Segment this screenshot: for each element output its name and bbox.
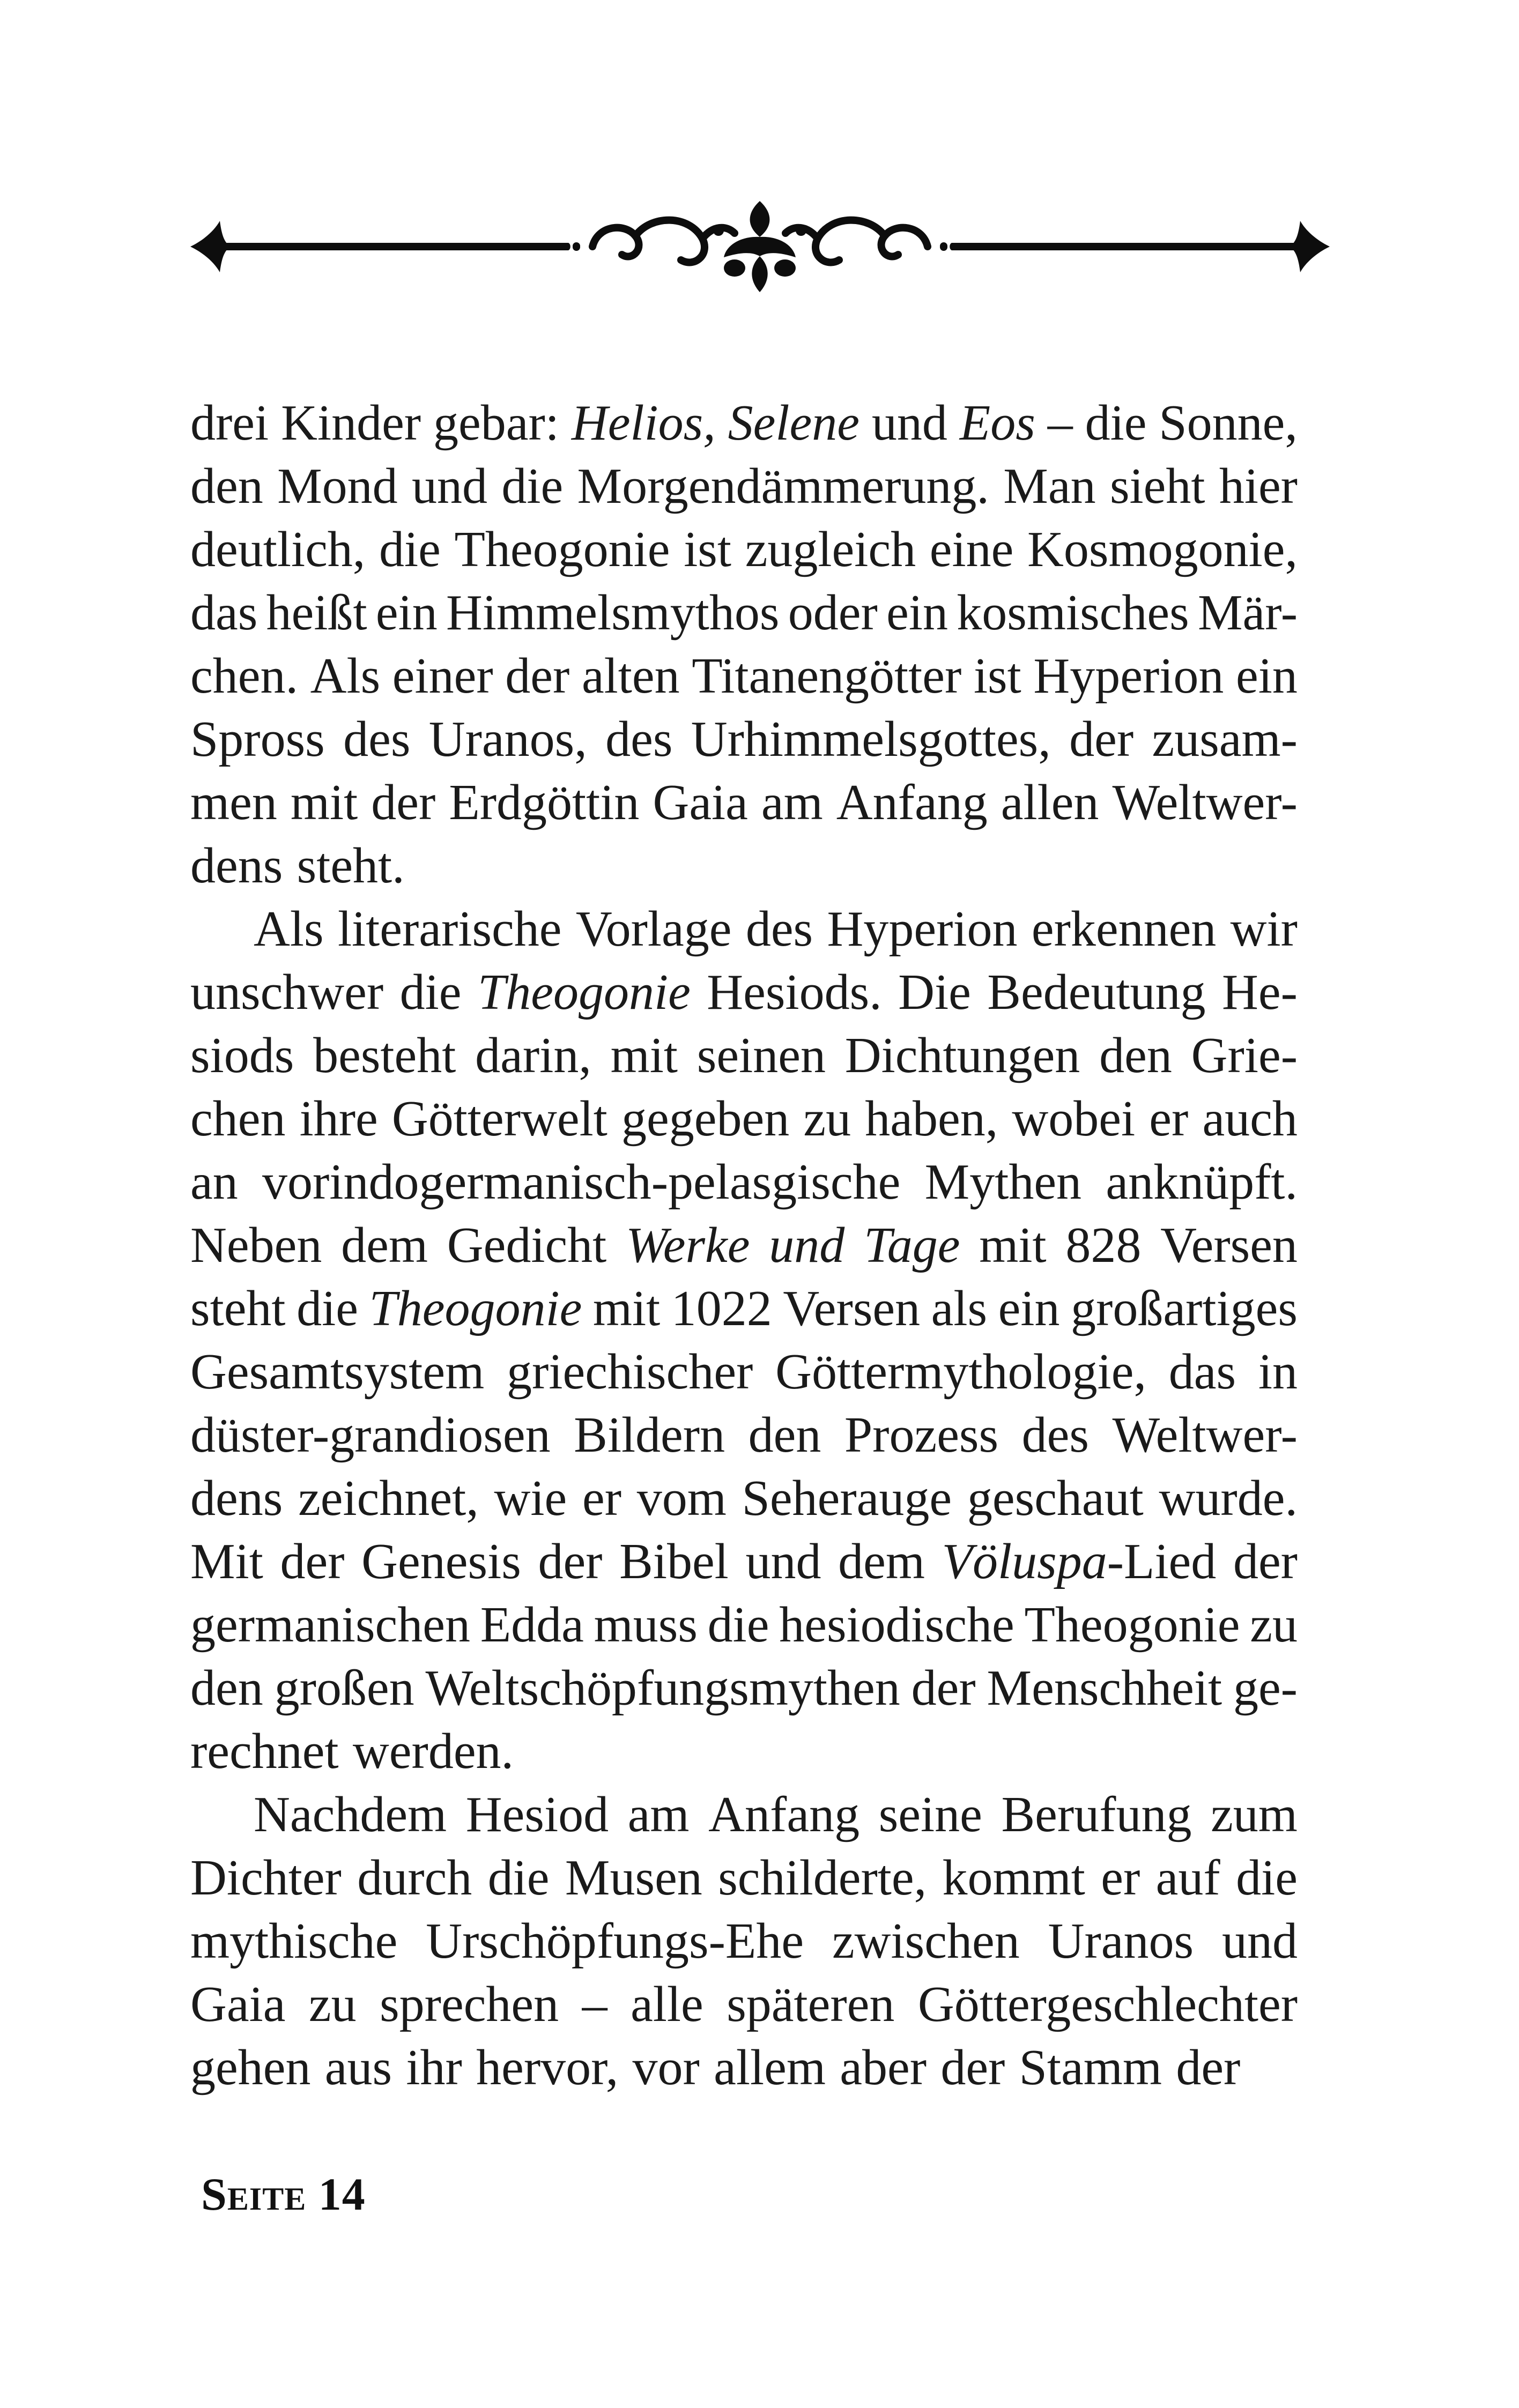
- text-line: [190, 771, 1298, 834]
- word: Göttermythologie,: [775, 1344, 1146, 1400]
- word: und: [412, 458, 488, 514]
- word: die: [501, 458, 564, 514]
- text-line: [190, 1656, 1298, 1720]
- word: 1022: [671, 1281, 772, 1336]
- paragraph: [190, 1783, 1298, 2099]
- word: Mär-: [1197, 585, 1298, 641]
- word: zum: [1211, 1787, 1298, 1842]
- word: mit: [610, 1028, 678, 1083]
- word: des: [745, 901, 813, 957]
- word: ein: [998, 1281, 1060, 1336]
- word: er: [582, 1470, 621, 1526]
- text-line: [190, 1720, 1298, 1783]
- word: allen: [1001, 775, 1099, 830]
- text-line: [190, 581, 1298, 644]
- word: zugleich: [745, 522, 916, 577]
- word: das: [1168, 1344, 1236, 1400]
- word: ein: [1236, 648, 1298, 704]
- word: vorindogermanisch-pelasgische: [262, 1154, 901, 1210]
- word: zusam-: [1152, 711, 1298, 767]
- word: zwischen: [832, 1913, 1020, 1969]
- text-line: [190, 1973, 1298, 2036]
- word: haben,: [865, 1091, 998, 1147]
- word: dens: [190, 1470, 283, 1526]
- word: die: [399, 964, 462, 1020]
- word: den: [190, 458, 263, 514]
- word: späteren: [727, 1976, 895, 2032]
- word: Gesamtsystem: [190, 1344, 485, 1400]
- word: Erdgöttin: [449, 775, 640, 830]
- word: Theogonie: [1024, 1597, 1240, 1653]
- word: Theogonie: [477, 964, 691, 1020]
- word: Als: [310, 648, 381, 704]
- text-line: [190, 1087, 1298, 1150]
- word: literarische: [337, 901, 562, 957]
- word: Anfang: [708, 1787, 860, 1842]
- word: des: [1021, 1407, 1089, 1463]
- word: wurde.: [1159, 1470, 1298, 1526]
- word: und: [769, 1217, 845, 1273]
- word: den: [748, 1407, 821, 1463]
- flourish-divider-icon: [190, 193, 1330, 300]
- word: wobei: [1012, 1091, 1136, 1147]
- word: Bildern: [574, 1407, 725, 1463]
- word: He-: [1222, 964, 1298, 1020]
- word: der: [940, 2040, 1005, 2095]
- text-line: [190, 1403, 1298, 1467]
- text-line: [190, 1024, 1298, 1087]
- word: dens: [190, 838, 283, 894]
- word: Berufung: [1001, 1787, 1192, 1842]
- word: aus: [324, 2040, 392, 2095]
- word: erkennen: [1031, 901, 1217, 957]
- word: der: [911, 1660, 976, 1716]
- word: Himmelsmythos: [446, 585, 780, 641]
- word: Eos: [959, 395, 1035, 451]
- word: seine: [878, 1787, 982, 1842]
- word: die: [379, 522, 441, 577]
- word: mit: [592, 1281, 661, 1336]
- text-line: [190, 455, 1298, 518]
- text-line: [190, 897, 1298, 961]
- word: Edda: [480, 1597, 584, 1653]
- word: steht: [190, 1281, 286, 1336]
- text-line: [190, 708, 1298, 771]
- word: den: [1099, 1028, 1172, 1083]
- word: Die: [898, 964, 971, 1020]
- word: und: [1221, 1913, 1298, 1969]
- word: sprechen: [380, 1976, 559, 2032]
- word: besteht: [313, 1028, 456, 1083]
- word: düster-grandiosen: [190, 1407, 551, 1463]
- word: ihr: [406, 2040, 462, 2095]
- word: Urhimmelsgottes,: [691, 711, 1051, 767]
- text-line: [190, 834, 1298, 897]
- word: Urschöpfungs-Ehe: [426, 1913, 804, 1969]
- word: Mythen: [924, 1154, 1082, 1210]
- word: werden.: [352, 1723, 514, 1779]
- word: vom: [636, 1470, 727, 1526]
- body-text: [190, 391, 1298, 2099]
- word: Tage: [864, 1217, 960, 1273]
- word: der: [371, 775, 436, 830]
- word: die: [1236, 1850, 1298, 1906]
- text-line: [190, 1150, 1298, 1214]
- word: ist: [684, 522, 732, 577]
- word: zu: [803, 1091, 851, 1147]
- word: kosmisches: [957, 585, 1189, 641]
- word: ist: [973, 648, 1021, 704]
- word: Hesiod: [465, 1787, 609, 1842]
- word: der: [1069, 711, 1134, 767]
- text-line: [190, 1530, 1298, 1593]
- word: alten: [581, 648, 680, 704]
- word: zeichnet,: [298, 1470, 479, 1526]
- word: alle: [631, 1976, 703, 2032]
- word: Musen: [565, 1850, 702, 1906]
- word: dem: [838, 1534, 925, 1589]
- word: Hesiods.: [707, 964, 882, 1020]
- word: oder: [788, 585, 878, 641]
- word: rechnet: [190, 1723, 339, 1779]
- word: Prozess: [844, 1407, 999, 1463]
- word: Versen: [783, 1281, 921, 1336]
- word: der: [1176, 2040, 1241, 2095]
- paragraph: [190, 897, 1298, 1783]
- word: Uranos: [1048, 1913, 1194, 1969]
- word: heißt: [266, 585, 367, 641]
- word: mythische: [190, 1913, 398, 1969]
- word: Als: [254, 901, 324, 957]
- word: wir: [1230, 901, 1298, 957]
- word: Theogonie: [454, 522, 670, 577]
- word: anknüpft.: [1106, 1154, 1298, 1210]
- word: Bedeutung: [987, 964, 1206, 1020]
- word: Stamm: [1019, 2040, 1162, 2095]
- word: an: [190, 1154, 238, 1210]
- word: die: [487, 1850, 550, 1906]
- word: Spross: [190, 711, 325, 767]
- word: Weltwer-: [1112, 1407, 1298, 1463]
- word: chen: [190, 1091, 286, 1147]
- word: aber: [840, 2040, 927, 2095]
- word: germanischen: [190, 1597, 471, 1653]
- word: Menschheit: [987, 1660, 1222, 1716]
- word: Morgendämmerung.: [577, 458, 989, 514]
- word: hervor,: [476, 2040, 619, 2095]
- word: Bibel: [619, 1534, 729, 1589]
- word: Neben: [190, 1217, 322, 1273]
- word: in: [1258, 1344, 1298, 1400]
- word: Uranos,: [428, 711, 587, 767]
- word: Dichtungen: [844, 1028, 1080, 1083]
- word: des: [605, 711, 673, 767]
- text-line: [190, 1593, 1298, 1656]
- word: steht.: [297, 838, 405, 894]
- word: der: [1233, 1534, 1298, 1589]
- word: Seherauge: [742, 1470, 952, 1526]
- word: hier: [1219, 458, 1298, 514]
- word: muss: [594, 1597, 698, 1653]
- word: griechischer: [507, 1344, 753, 1400]
- word: einer: [392, 648, 493, 704]
- text-line: [190, 1783, 1298, 1846]
- word: chen.: [190, 648, 298, 704]
- word: er: [1149, 1091, 1189, 1147]
- word: Hyperion: [1033, 648, 1224, 704]
- word: Man: [1003, 458, 1096, 514]
- word: mit: [290, 775, 358, 830]
- word: den: [190, 1660, 263, 1716]
- word: das: [190, 585, 258, 641]
- word: und: [745, 1534, 821, 1589]
- word: Selene: [728, 395, 859, 451]
- word: Weltwer-: [1112, 775, 1298, 830]
- word: mit: [979, 1217, 1047, 1273]
- word: zu: [308, 1976, 357, 2032]
- word: die: [297, 1281, 358, 1336]
- word: geschaut: [967, 1470, 1144, 1526]
- word: unschwer: [190, 964, 384, 1020]
- word: gehen: [190, 2040, 311, 2095]
- word: auch: [1202, 1091, 1298, 1147]
- word: gegeben: [621, 1091, 790, 1147]
- word: als: [931, 1281, 988, 1336]
- text-line: [190, 1214, 1298, 1277]
- word: schilderte,: [718, 1850, 927, 1906]
- word: ein: [886, 585, 948, 641]
- word: kommt: [942, 1850, 1085, 1906]
- text-line: [190, 644, 1298, 708]
- text-line: [190, 961, 1298, 1024]
- word: Dichter: [190, 1850, 342, 1906]
- word: Mond: [277, 458, 398, 514]
- word: Helios,: [571, 395, 716, 451]
- word: Titanengötter: [692, 648, 962, 704]
- word: eine: [929, 522, 1014, 577]
- word: Göttergeschlechter: [917, 1976, 1298, 2032]
- word: –: [582, 1976, 607, 2032]
- word: hesiodische: [779, 1597, 1014, 1653]
- word: –: [1047, 395, 1073, 451]
- word: der: [538, 1534, 603, 1589]
- word: Theogonie: [369, 1281, 582, 1336]
- word: gebar:: [433, 395, 559, 451]
- word: ihre: [299, 1091, 378, 1147]
- word: Kosmogonie,: [1027, 522, 1298, 577]
- word: Gaia: [190, 1976, 286, 2032]
- page-number: Seite 14: [201, 2168, 366, 2220]
- text-line: [190, 1909, 1298, 1973]
- word: Vorlage: [575, 901, 732, 957]
- word: auf: [1155, 1850, 1220, 1906]
- word: durch: [357, 1850, 472, 1906]
- word: drei: [190, 395, 269, 451]
- word: die: [1085, 395, 1147, 451]
- text-line: [190, 1467, 1298, 1530]
- word: großartiges: [1071, 1281, 1298, 1336]
- text-line: [190, 518, 1298, 581]
- word: men: [190, 775, 277, 830]
- word: 828: [1065, 1217, 1142, 1273]
- word: dem: [341, 1217, 428, 1273]
- word: siods: [190, 1028, 294, 1083]
- text-line: [190, 1340, 1298, 1403]
- word: am: [761, 775, 823, 830]
- word: Mit: [190, 1534, 263, 1589]
- word: Versen: [1160, 1217, 1298, 1273]
- word: Nachdem: [254, 1787, 447, 1842]
- word: Völuspa-Lied: [942, 1534, 1217, 1589]
- word: Kinder: [281, 395, 421, 451]
- word: die: [707, 1597, 769, 1653]
- word: Gaia: [653, 775, 748, 830]
- word: Hyperion: [827, 901, 1018, 957]
- text-line: [190, 1846, 1298, 1909]
- word: vor: [632, 2040, 700, 2095]
- word: allem: [714, 2040, 826, 2095]
- word: großen: [274, 1660, 414, 1716]
- word: des: [343, 711, 411, 767]
- word: der: [505, 648, 570, 704]
- word: ein: [375, 585, 438, 641]
- paragraph: [190, 391, 1298, 897]
- word: darin,: [475, 1028, 591, 1083]
- word: Genesis: [361, 1534, 521, 1589]
- word: sieht: [1109, 458, 1205, 514]
- text-line: [190, 2036, 1298, 2099]
- word: und: [871, 395, 947, 451]
- text-line: [190, 1277, 1298, 1340]
- word: seinen: [696, 1028, 826, 1083]
- word: Gedicht: [447, 1217, 607, 1273]
- word: Götterwelt: [391, 1091, 607, 1147]
- word: Grie-: [1191, 1028, 1298, 1083]
- word: der: [280, 1534, 345, 1589]
- word: Sonne,: [1159, 395, 1298, 451]
- word: ge-: [1233, 1660, 1298, 1716]
- word: Werke: [626, 1217, 750, 1273]
- text-line: [190, 391, 1298, 455]
- word: Weltschöpfungsmythen: [425, 1660, 900, 1716]
- word: wie: [494, 1470, 567, 1526]
- word: er: [1101, 1850, 1140, 1906]
- word: Anfang: [836, 775, 988, 830]
- word: deutlich,: [190, 522, 366, 577]
- word: zu: [1250, 1597, 1298, 1653]
- word: am: [627, 1787, 690, 1842]
